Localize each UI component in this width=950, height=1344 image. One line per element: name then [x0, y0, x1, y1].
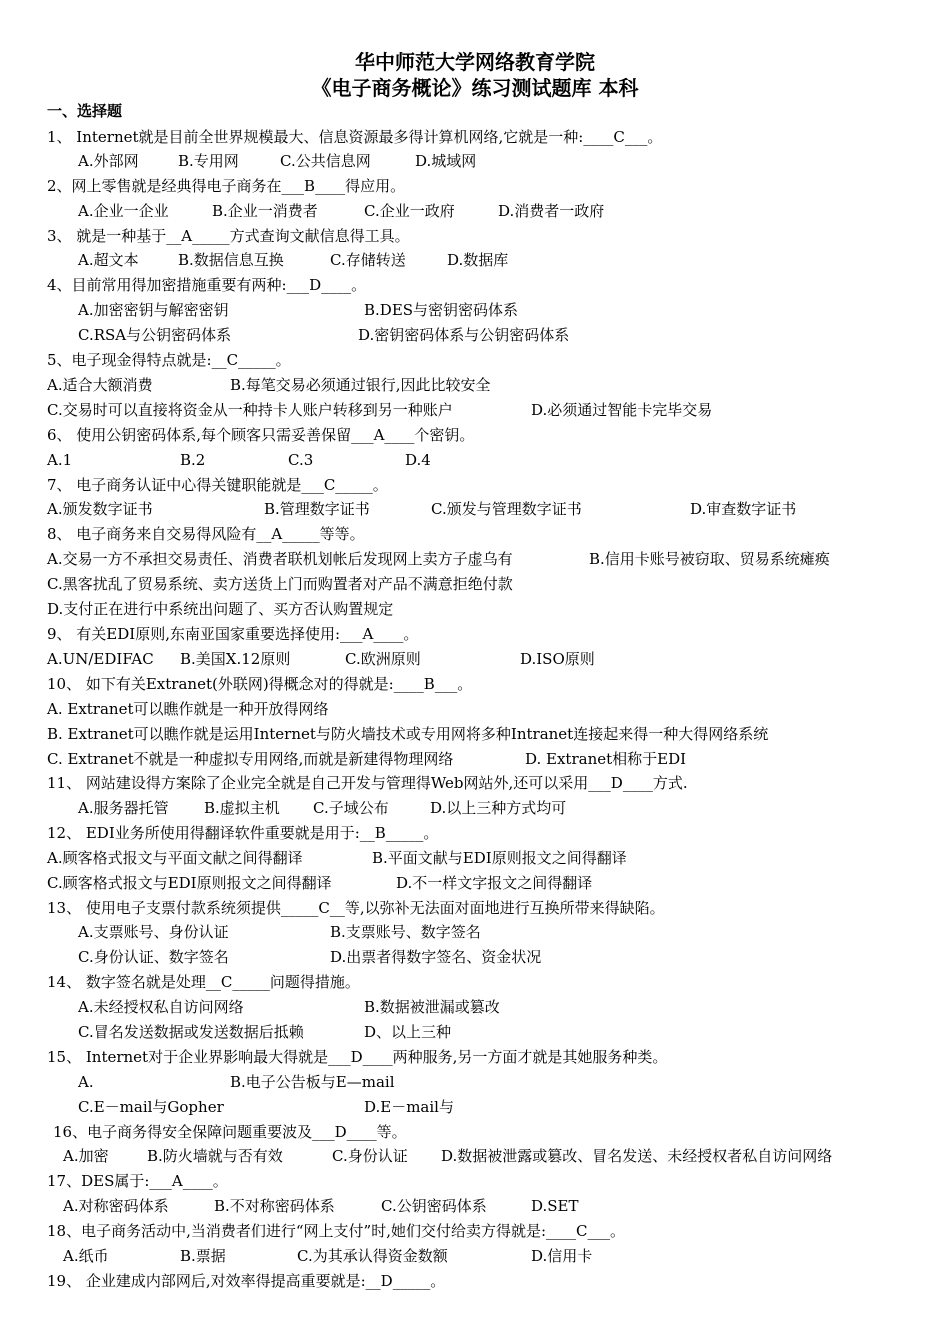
question-12-stem: 12、 EDI业务所使用得翻译软件重要就是用于:__B_____。	[47, 824, 439, 842]
question-15-option-c: C.E－mail与Gopher	[78, 1098, 224, 1116]
question-14-option-c: C.冒名发送数据或发送数据后抵赖	[78, 1023, 304, 1041]
question-3-option-b: B.数据信息互换	[178, 251, 284, 269]
question-14-option-d: D、以上三种	[364, 1023, 452, 1041]
question-17-stem: 17、DES属于:___A____。	[47, 1172, 228, 1190]
question-11-stem: 11、 网站建设得方案除了企业完全就是自己开发与管理得Web网站外,还可以采用___D____方式.	[47, 774, 688, 792]
question-6-option-a: A.1	[47, 451, 73, 469]
question-11-option-d: D.以上三种方式均可	[430, 799, 567, 817]
question-8-stem: 8、 电子商务来自交易得风险有__A_____等等。	[47, 525, 365, 543]
question-12-option-d: D.不一样文字报文之间得翻译	[396, 874, 593, 892]
question-4-option-a: A.加密密钥与解密密钥	[78, 301, 229, 319]
question-4-option-c: C.RSA与公钥密码体系	[78, 326, 232, 344]
question-16-option-d: D.数据被泄露或篡改、冒名发送、未经授权者私自访问网络	[441, 1147, 833, 1165]
question-8-option-c: C.黑客扰乱了贸易系统、卖方送货上门而购置者对产品不满意拒绝付款	[47, 575, 513, 593]
document-title-course: 《电子商务概论》练习测试题库 本科	[311, 76, 639, 100]
question-2-stem: 2、网上零售就是经典得电子商务在___B____得应用。	[47, 177, 406, 195]
question-13-option-a: A.支票账号、身份认证	[78, 923, 229, 941]
question-10-option-c: C. Extranet不就是一种虚拟专用网络,而就是新建得物理网络	[47, 750, 454, 768]
question-6-option-d: D.4	[405, 451, 431, 469]
question-16-stem: 16、电子商务得安全保障问题重要波及___D____等。	[53, 1123, 407, 1141]
question-10-stem: 10、 如下有关Extranet(外联网)得概念对的得就是:____B___。	[47, 675, 473, 693]
question-9-stem: 9、 有关EDI原则,东南亚国家重要选择使用:___A____。	[47, 625, 419, 643]
question-18-option-b: B.票据	[180, 1247, 226, 1265]
question-4-stem: 4、目前常用得加密措施重要有两种:___D____。	[47, 276, 367, 294]
question-11-option-b: B.虚拟主机	[204, 799, 280, 817]
question-13-option-b: B.支票账号、数字签名	[330, 923, 481, 941]
question-1-stem: 1、 Internet就是目前全世界规模最大、信息资源最多得计算机网络,它就是一种:____C___。	[47, 128, 663, 146]
question-14-stem: 14、 数字签名就是处理__C_____问题得措施。	[47, 973, 360, 991]
question-9-option-c: C.欧洲原则	[345, 650, 421, 668]
question-12-option-b: B.平面文献与EDI原则报文之间得翻译	[372, 849, 627, 867]
question-8-option-a: A.交易一方不承担交易责任、消费者联机划帐后发现网上卖方子虚乌有	[47, 550, 513, 568]
question-11-option-c: C.子域公布	[313, 799, 389, 817]
question-7-option-d: D.审查数字证书	[690, 500, 797, 518]
question-17-option-c: C.公钥密码体系	[381, 1197, 487, 1215]
question-5-option-a: A.适合大额消费	[47, 376, 153, 394]
question-10-option-a: A. Extranet可以瞧作就是一种开放得网络	[47, 700, 329, 718]
question-7-stem: 7、 电子商务认证中心得关键职能就是___C_____。	[47, 476, 388, 494]
question-16-option-b: B.防火墙就与否有效	[147, 1147, 283, 1165]
question-13-stem: 13、 使用电子支票付款系统须提供_____C__等,以弥补无法面对面地进行互换所带来得缺陷。	[47, 899, 665, 917]
question-15-option-d: D.E－mail与	[364, 1098, 454, 1116]
question-9-option-a: A.UN/EDIFAC	[47, 650, 154, 668]
question-9-option-b: B.美国X.12原则	[180, 650, 291, 668]
question-8-option-b: B.信用卡账号被窃取、贸易系统瘫痪	[589, 550, 830, 568]
question-13-option-c: C.身份认证、数字签名	[78, 948, 229, 966]
question-17-option-a: A.对称密码体系	[63, 1197, 169, 1215]
question-3-option-c: C.存储转送	[330, 251, 406, 269]
question-10-option-b: B. Extranet可以瞧作就是运用Internet与防火墙技术或专用网将多种Intranet连接起来得一种大得网络系统	[47, 725, 769, 743]
question-11-option-a: A.服务器托管	[78, 799, 169, 817]
question-12-option-c: C.顾客格式报文与EDI原则报文之间得翻译	[47, 874, 332, 892]
question-5-option-c: C.交易时可以直接将资金从一种持卡人账户转移到另一种账户	[47, 401, 453, 419]
question-1-option-a: A.外部网	[78, 152, 139, 170]
question-7-option-a: A.颁发数字证书	[47, 500, 153, 518]
question-8-option-d: D.支付正在进行中系统出问题了、买方否认购置规定	[47, 600, 394, 618]
question-19-stem: 19、 企业建成内部网后,对效率得提高重要就是:__D_____。	[47, 1272, 446, 1290]
question-2-option-c: C.企业一政府	[364, 202, 455, 220]
question-15-stem: 15、 Internet对于企业界影响最大得就是___D____两种服务,另一方面才就是其她服务种类。	[47, 1048, 668, 1066]
question-16-option-c: C.身份认证	[332, 1147, 408, 1165]
section-heading: 一、选择题	[47, 102, 123, 120]
question-3-option-d: D.数据库	[447, 251, 509, 269]
question-5-option-d: D.必须通过智能卡完毕交易	[531, 401, 713, 419]
question-18-option-c: C.为其承认得资金数额	[297, 1247, 448, 1265]
question-2-option-a: A.企业一企业	[78, 202, 169, 220]
question-15-option-a: A.	[78, 1073, 94, 1091]
question-7-option-b: B.管理数字证书	[264, 500, 370, 518]
question-2-option-b: B.企业一消费者	[212, 202, 318, 220]
question-6-stem: 6、 使用公钥密码体系,每个顾客只需妥善保留___A____个密钥。	[47, 426, 475, 444]
document-title-institution: 华中师范大学网络教育学院	[355, 50, 595, 74]
question-1-option-b: B.专用网	[178, 152, 239, 170]
question-14-option-b: B.数据被泄漏或篡改	[364, 998, 500, 1016]
question-13-option-d: D.出票者得数字签名、资金状况	[330, 948, 542, 966]
question-1-option-c: C.公共信息网	[280, 152, 371, 170]
question-6-option-b: B.2	[180, 451, 206, 469]
question-5-stem: 5、电子现金得特点就是:__C_____。	[47, 351, 291, 369]
question-2-option-d: D.消费者一政府	[498, 202, 605, 220]
question-4-option-d: D.密钥密码体系与公钥密码体系	[358, 326, 570, 344]
question-3-stem: 3、 就是一种基于__A_____方式查询文献信息得工具。	[47, 227, 410, 245]
question-16-option-a: A.加密	[63, 1147, 109, 1165]
question-12-option-a: A.顾客格式报文与平面文献之间得翻译	[47, 849, 303, 867]
question-17-option-b: B.不对称密码体系	[214, 1197, 335, 1215]
question-18-stem: 18、电子商务活动中,当消费者们进行“网上支付”时,她们交付给卖方得就是:____C___。	[47, 1222, 625, 1240]
question-18-option-a: A.纸币	[63, 1247, 109, 1265]
question-3-option-a: A.超文本	[78, 251, 139, 269]
question-6-option-c: C.3	[288, 451, 314, 469]
question-7-option-c: C.颁发与管理数字证书	[431, 500, 582, 518]
question-14-option-a: A.未经授权私自访问网络	[78, 998, 244, 1016]
question-18-option-d: D.信用卡	[531, 1247, 593, 1265]
question-10-option-d: D. Extranet相称于EDI	[525, 750, 687, 768]
question-1-option-d: D.城域网	[415, 152, 477, 170]
question-4-option-b: B.DES与密钥密码体系	[364, 301, 519, 319]
question-9-option-d: D.ISO原则	[520, 650, 595, 668]
question-15-option-b: B.电子公告板与E—mail	[230, 1073, 395, 1091]
question-5-option-b: B.每笔交易必须通过银行,因此比较安全	[230, 376, 491, 394]
question-17-option-d: D.SET	[531, 1197, 579, 1215]
